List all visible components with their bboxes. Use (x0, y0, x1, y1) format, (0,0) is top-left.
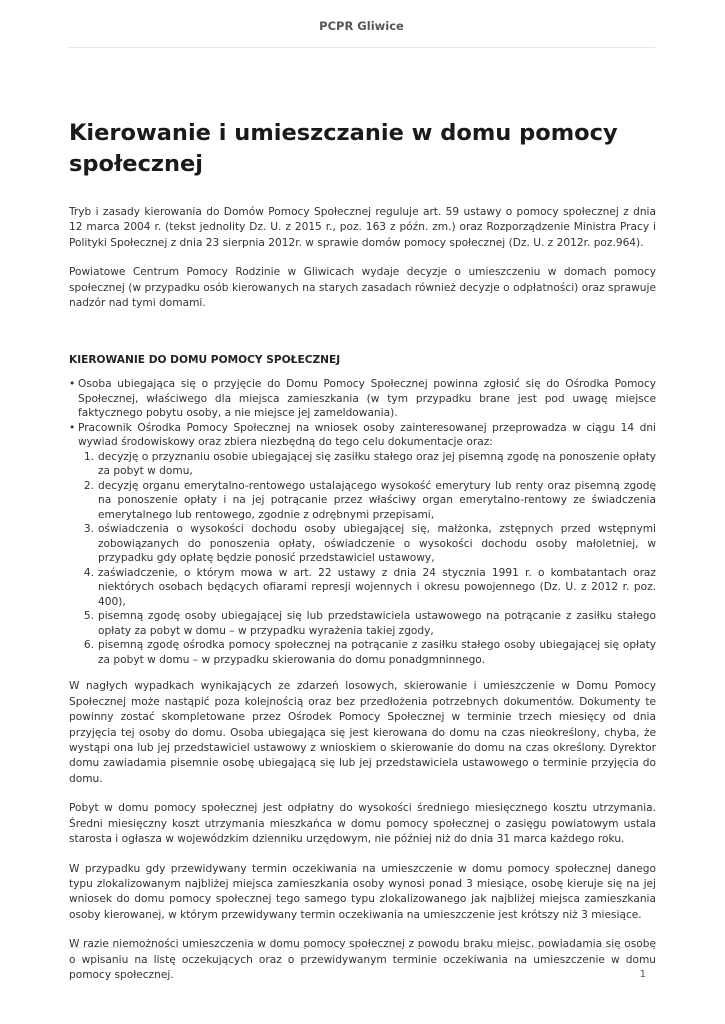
document-number: 2. (83, 479, 94, 492)
document-item (78, 450, 656, 479)
article (69, 118, 656, 997)
document-text: decyzję organu emerytalno-rentowego ustalającego wysokość emerytury lub renty oraz pisemną zgodę na ponoszenie opłaty i na jej potrącanie przez właściwy organ emerytalno-rentowy ze świadczenia emerytalnego lub rentowego, zgodnie z odrębnymi przepisami, (98, 479, 656, 521)
documents-list (78, 450, 656, 668)
bullet-item (69, 377, 656, 421)
section-heading: KIEROWANIE DO DOMU POMOCY SPOŁECZNEJ (69, 354, 341, 367)
page-footer-divider (68, 947, 655, 948)
site-name: PCPR Gliwice (319, 19, 404, 33)
document-number: 5. (83, 610, 94, 623)
article-title: Kierowanie i umieszczanie w domu pomocy społecznej (69, 120, 618, 177)
document-text: decyzję o przyznaniu osobie ubiegającej się zasiłku stałego oraz jej pisemną zgodę na ponoszenie opłaty za pobyt w domu, (98, 450, 656, 478)
bullet-marker: • (69, 378, 76, 391)
page-number: 1 (639, 969, 646, 980)
document-text: zaświadczenie, o którym mowa w art. 22 ustawy z dnia 24 stycznia 1991 r. o kombatantach oraz niektórych osobach będących ofiarami represji wojennych i okresu powojennego (Dz. U. z 2012 r. poz. 400), (98, 566, 656, 608)
document-number: 1. (83, 450, 94, 463)
closing-paragraph-4: W razie niemożności umieszczenia w domu pomocy społecznej z powodu braku miejsc, powiadamia się osobę o wpisaniu na listę oczekujących oraz o przewidywanym terminie oczekiwania na umieszczenie w domu pomocy społecznej. (69, 938, 656, 981)
document-text: pisemną zgodę ośrodka pomocy społecznej na potrącanie z zasiłku stałego osoby ubiegającej się opłaty za pobyt w domu – w przypadku skierowania do domu ponadgmninnego. (98, 639, 656, 666)
document-text: pisemną zgodę osoby ubiegającej się lub przedstawiciela ustawowego na potrącanie z zasiłku stałego opłaty za pobyt w domu – w przypadku wyrażenia takiej zgody, (98, 610, 656, 637)
document-number: 6. (83, 639, 94, 652)
document-number: 3. (83, 523, 94, 536)
intro-paragraph-2: Powiatowe Centrum Pomocy Rodzinie w Gliwicach wydaje decyzje o umieszczeniu w domach pomocy społecznej (w przypadku osób kierowanych na starych zasadach również decyzje o odpłatności) oraz sprawuje nadzór nad tymi domami. (69, 266, 656, 310)
document-item (78, 479, 656, 523)
bullet-marker: • (69, 421, 76, 434)
page-header (68, 0, 655, 48)
document-item (78, 566, 656, 610)
bullet-list (69, 377, 656, 667)
closing-paragraph-3: W przypadku gdy przewidywany termin oczekiwania na umieszczenie w domu pomocy społecznej danego typu zlokalizowanym najbliżej miejsca zamieszkania osoby wynosi ponad 3 miesiące, osobę kieruje się na jej wniosek do domu pomocy społecznej tego samego typu zlokalizowanego jak najbliżej miejsca zamieszkania osoby kierowanej, w którym przewidywany termin oczekiwania na umieszczenie jest krótszy niż 3 miesiące. (69, 862, 656, 921)
intro-paragraph-1: Tryb i zasady kierowania do Domów Pomocy Społecznej reguluje art. 59 ustawy o pomocy społecznej z dnia 12 marca 2004 r. (tekst jednolity Dz. U. z 2015 r., poz. 163 z późn. zm.) oraz Rozporządzenie Ministra Pracy i Polityki Społecznej z dnia 23 sierpnia 2012r. w sprawie domów pomocy społecznej (Dz. U. z 2012r. poz.964). (69, 206, 656, 249)
document-text: oświadczenia o wysokości dochodu osoby ubiegającej się, małżonka, zstępnych przed wstępnymi zobowiązanych do ponoszenia opłaty, oświadczenie o wysokości dochodu osoby małoletniej, w przypadku gdy opłatę będzie ponosić przedstawiciel ustawowy, (98, 523, 656, 565)
bullet-text: Pracownik Ośrodka Pomocy Społecznej na wniosek osoby zainteresowanej przeprowadza w ciągu 14 dni wywiad środowiskowy oraz zbiera niezbędną do tego celu dokumentacje oraz: (78, 421, 656, 449)
document-item (78, 609, 656, 638)
closing-paragraph-2: Pobyt w domu pomocy społecznej jest odpłatny do wysokości średniego miesięcznego kosztu utrzymania. Średni miesięczny koszt utrzymania mieszkańca w domu pomocy społecznej o zasięgu powiatowym ustala starosta i ogłasza w wojewódzkim dzienniku urzędowym, nie później niż do dnia 31 marca każdego roku. (69, 802, 656, 846)
document-item (78, 638, 656, 667)
document-item (78, 522, 656, 566)
bullet-item (69, 421, 656, 668)
closing-paragraph-1: W nagłych wypadkach wynikających ze zdarzeń losowych, skierowanie i umieszczenie w Domu Pomocy Społecznej może nastąpić poza kolejnością oraz bez przedłożenia potrzebnych dokumentów. Dokumenty te powinny zostać skompletowane przez Ośrodek Pomocy Społecznej w terminie trzech miesięcy od dnia przyjęcia tej osoby do domu. Osoba ubiegająca się jest kierowana do domu na czas nieokreślony, chyba, że wystąpi ona lub jej przedstawiciel ustawowy z wnioskiem o skierowanie do domu na czas określony. Dyrektor domu zawiadamia pisemnie osobę ubiegającą się lub jej przedstawiciela ustawowego o terminie przyjęcia do domu. (69, 680, 656, 785)
bullet-text: Osoba ubiegająca się o przyjęcie do Domu Pomocy Społecznej powinna zgłosić się do Ośrodka Pomocy Społecznej, właściwego dla miejsca zamieszkania (w tym przypadku brane jest pod uwagę miejsce faktycznego pobytu osoby, a nie miejsce jej zameldowania). (78, 378, 656, 420)
document-number: 4. (83, 566, 94, 579)
